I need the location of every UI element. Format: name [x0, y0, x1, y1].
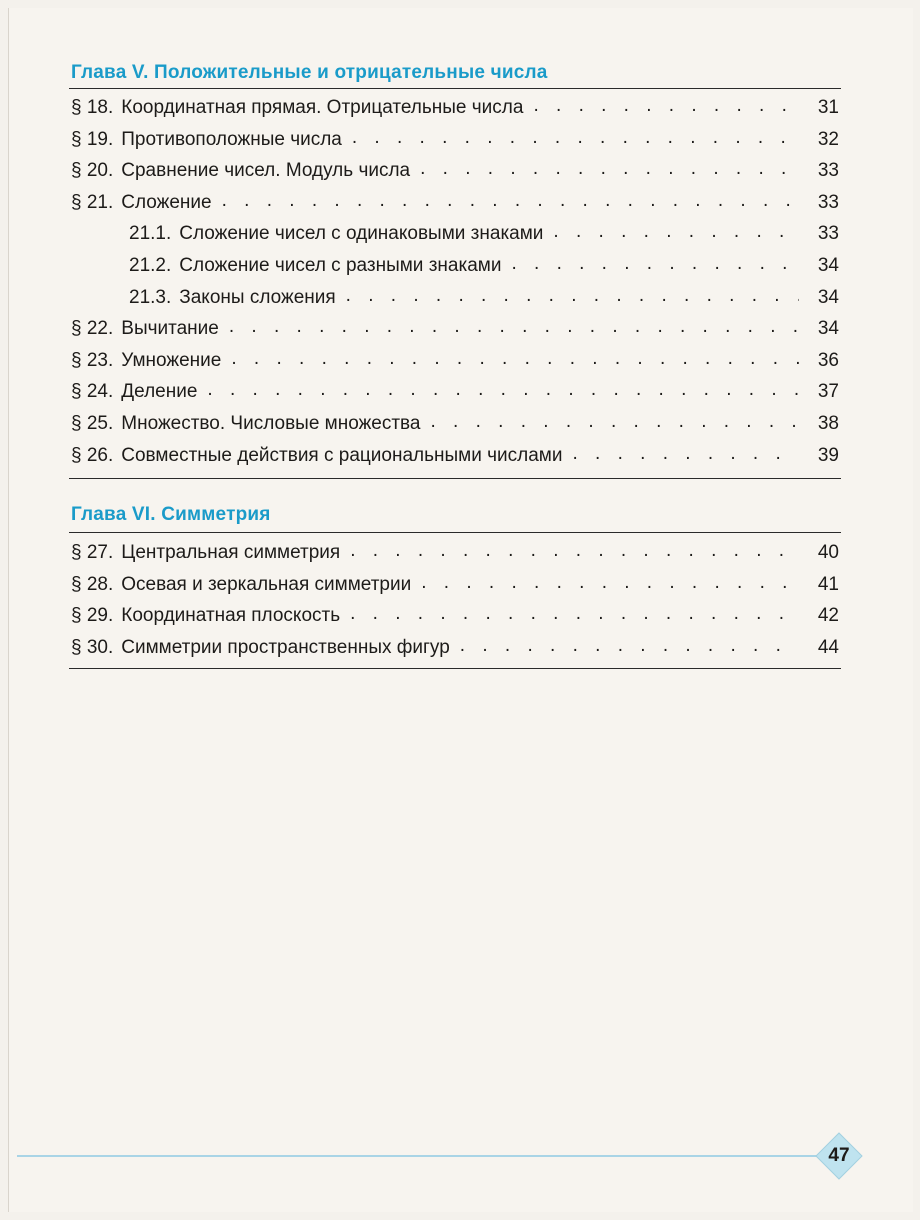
section-title: Сложение чисел с одинаковыми знаками — [179, 223, 544, 245]
toc-entry — [71, 539, 839, 567]
section-page-number: 39 — [817, 444, 839, 466]
section-page-number: 42 — [817, 605, 839, 627]
toc-entry — [71, 442, 839, 470]
toc-entry — [71, 347, 839, 375]
dot-leader — [431, 408, 800, 436]
dot-leader — [533, 92, 799, 120]
section-title: Осевая и зеркальная симметрии — [121, 573, 412, 595]
section-page-number: 33 — [817, 223, 839, 245]
page-number-badge — [815, 1132, 863, 1180]
chapter-heading: Глава V. Положительные и отрицательные числа — [71, 62, 548, 83]
section-number: § 23. — [71, 349, 114, 371]
toc-subentry — [129, 220, 839, 248]
section-number: § 21. — [71, 191, 114, 213]
section-title: Совместные действия с рациональными числами — [121, 444, 563, 466]
chapter-divider — [69, 88, 841, 89]
toc-entry — [71, 571, 839, 599]
toc-subentry — [129, 284, 839, 312]
section-title: Координатная прямая. Отрицательные числа — [121, 97, 524, 118]
section-title: Симметрии пространственных фигур — [121, 637, 450, 659]
section-page-number: 32 — [817, 128, 839, 150]
toc-entry — [71, 94, 839, 122]
section-page-number: 33 — [817, 160, 839, 182]
toc-entry — [71, 634, 839, 662]
section-title: Законы сложения — [179, 286, 336, 308]
dot-leader — [346, 282, 799, 310]
page-number: 47 — [828, 1145, 850, 1166]
section-number: § 30. — [71, 637, 114, 659]
section-number: § 18. — [71, 97, 114, 118]
section-number: § 27. — [71, 542, 114, 563]
dot-leader — [572, 440, 799, 468]
section-number: § 28. — [71, 573, 114, 595]
toc-subentry — [129, 252, 839, 280]
section-page-number: 40 — [817, 542, 839, 563]
toc-entry — [71, 126, 839, 154]
dot-leader — [352, 124, 799, 152]
section-number: § 25. — [71, 413, 114, 434]
dot-leader — [229, 313, 799, 341]
section-title: Деление — [121, 381, 198, 403]
section-number: § 26. — [71, 444, 114, 466]
dot-leader — [231, 345, 799, 373]
dot-leader — [350, 537, 799, 565]
dot-leader — [207, 376, 799, 404]
section-page-number: 34 — [817, 286, 839, 308]
dot-leader — [511, 250, 799, 278]
section-title: Сложение чисел с разными знаками — [179, 255, 502, 276]
toc-entry — [71, 315, 839, 343]
dot-leader — [553, 218, 799, 246]
chapter-divider — [69, 532, 841, 533]
chapter-divider — [69, 668, 841, 669]
footer-rule — [17, 1155, 817, 1157]
section-title: Центральная симметрия — [121, 542, 341, 563]
section-title: Умножение — [121, 349, 222, 371]
section-number: 21.3. — [129, 286, 172, 308]
section-page-number: 34 — [817, 255, 839, 276]
section-title: Сравнение чисел. Модуль числа — [121, 160, 411, 182]
dot-leader — [350, 600, 799, 628]
section-title: Противоположные числа — [121, 128, 342, 150]
section-page-number: 34 — [817, 318, 839, 340]
section-title: Множество. Числовые множества — [121, 413, 421, 434]
section-page-number: 31 — [817, 97, 839, 118]
section-title: Сложение — [121, 191, 212, 213]
dot-leader — [420, 155, 799, 183]
dot-leader — [460, 632, 799, 660]
book-page — [8, 8, 913, 1212]
toc-entry — [71, 378, 839, 406]
section-number: § 24. — [71, 381, 114, 403]
section-number: § 20. — [71, 160, 114, 182]
section-title: Вычитание — [121, 318, 219, 340]
chapter-divider — [69, 478, 841, 479]
toc-entry — [71, 602, 839, 630]
section-page-number: 37 — [817, 381, 839, 403]
dot-leader — [222, 187, 799, 215]
toc-entry — [71, 410, 839, 438]
section-page-number: 36 — [817, 349, 839, 371]
chapter-heading: Глава VI. Симметрия — [71, 504, 271, 525]
toc-entry — [71, 189, 839, 217]
section-page-number: 44 — [817, 637, 839, 659]
section-page-number: 33 — [817, 191, 839, 213]
section-number: § 19. — [71, 128, 114, 150]
section-title: Координатная плоскость — [121, 605, 341, 627]
section-number: § 22. — [71, 318, 114, 340]
section-page-number: 41 — [817, 573, 839, 595]
section-number: 21.2. — [129, 255, 172, 276]
dot-leader — [421, 569, 799, 597]
toc-entry — [71, 157, 839, 185]
section-number: 21.1. — [129, 223, 172, 245]
section-page-number: 38 — [817, 413, 839, 434]
section-number: § 29. — [71, 605, 114, 627]
